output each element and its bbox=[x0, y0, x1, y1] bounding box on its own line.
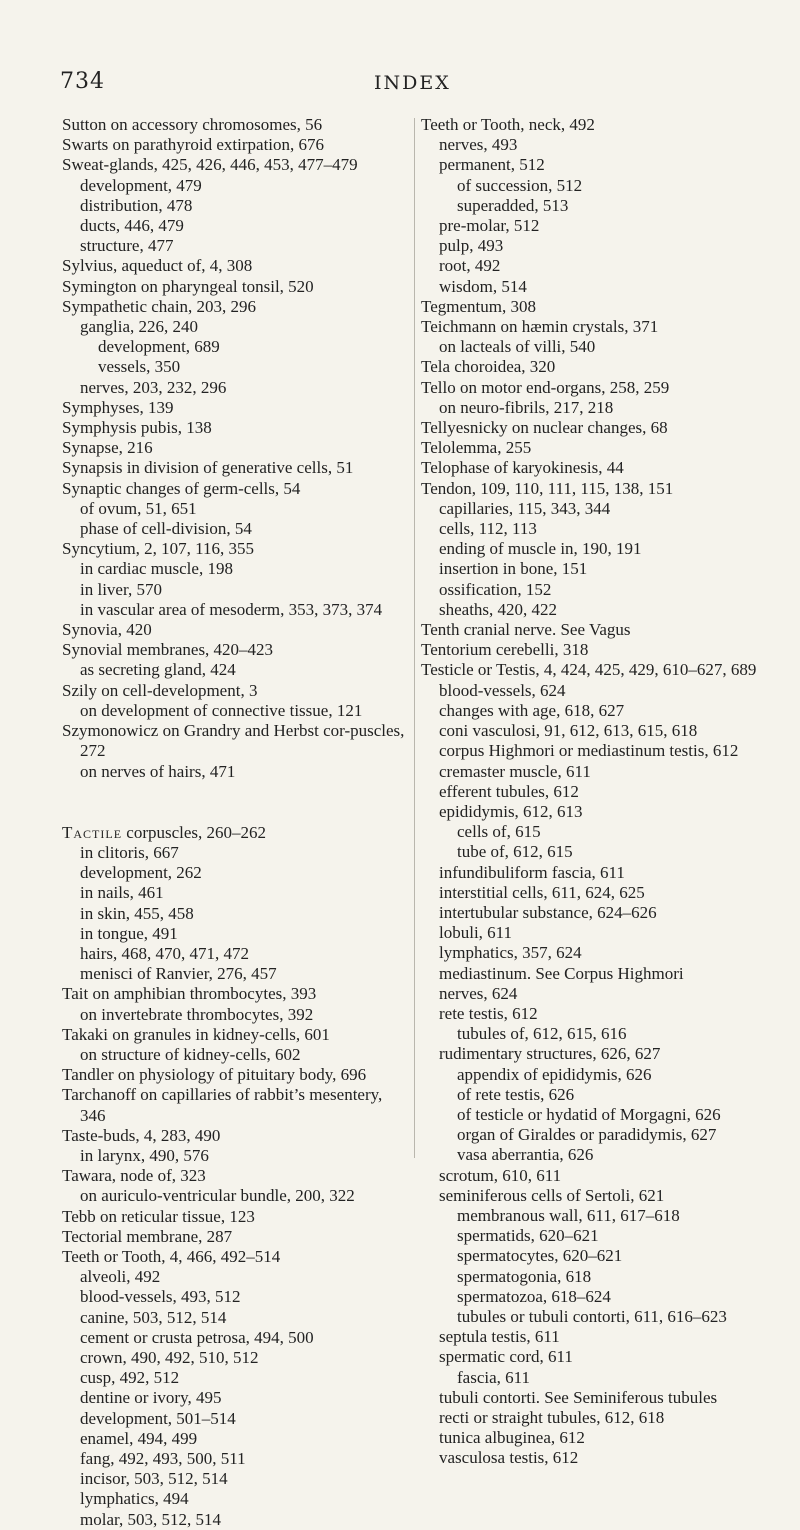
index-entry: Tentorium cerebelli, 318 bbox=[421, 640, 589, 660]
index-subentry: dentine or ivory, 495 bbox=[80, 1388, 222, 1408]
index-subentry: fascia, 611 bbox=[457, 1367, 531, 1387]
index-subentry: enamel, 494, 499 bbox=[80, 1428, 198, 1448]
index-subentry: insertion in bone, 151 bbox=[439, 559, 588, 579]
index-subentry: intertubular substance, 624–626 bbox=[439, 902, 657, 922]
index-subentry: recti or straight tubules, 612, 618 bbox=[439, 1408, 665, 1427]
index-subentry: sheaths, 420, 422 bbox=[439, 599, 558, 619]
index-subentry: epididymis, 612, 613 bbox=[439, 801, 583, 821]
index-subentry: spermatic cord, 611 bbox=[439, 1347, 573, 1367]
index-subentry: development, 689 bbox=[98, 337, 220, 357]
index-entry: Tello on motor end-organs, 258, 259 bbox=[421, 377, 670, 397]
index-subentry: lymphatics, 357, 624 bbox=[439, 943, 582, 963]
index-entry: Szymonowicz on Grandry and Herbst cor-puscles, 272 bbox=[62, 721, 405, 761]
page-title: INDEX bbox=[374, 72, 451, 94]
index-subentry: ducts, 446, 479 bbox=[80, 216, 184, 236]
index-entry: Sylvius, aqueduct of, 4, 308 bbox=[62, 256, 253, 276]
index-subentry: in liver, 570 bbox=[80, 579, 162, 599]
index-column-left bbox=[62, 115, 412, 1530]
index-subentry: phase of cell-division, 54 bbox=[80, 519, 252, 539]
index-subentry: membranous wall, 611, 617–618 bbox=[457, 1205, 680, 1225]
index-subentry: cusp, 492, 512 bbox=[80, 1368, 180, 1388]
index-subentry: organ of Giraldes or paradidymis, 627 bbox=[457, 1125, 717, 1145]
index-subentry: on development of connective tissue, 121 bbox=[80, 700, 363, 720]
index-subentry: of rete testis, 626 bbox=[457, 1084, 575, 1104]
index-subentry: scrotum, 610, 611 bbox=[439, 1165, 562, 1185]
index-column-right bbox=[421, 115, 781, 1469]
index-entry: Tait on amphibian thrombocytes, 393 bbox=[62, 984, 317, 1004]
index-subentry: in larynx, 490, 576 bbox=[80, 1145, 209, 1165]
index-subentry: on lacteals of villi, 540 bbox=[439, 337, 596, 357]
index-subentry: changes with age, 618, 627 bbox=[439, 700, 625, 720]
index-entry: Synapse, 216 bbox=[62, 438, 153, 458]
index-subentry: on structure of kidney-cells, 602 bbox=[80, 1044, 301, 1064]
index-entry: Synovial membranes, 420–423 bbox=[62, 640, 274, 660]
index-subentry: mediastinum. See Corpus Highmori bbox=[439, 963, 684, 983]
index-subentry: infundibuliform fascia, 611 bbox=[439, 862, 625, 882]
index-subentry: development, 501–514 bbox=[80, 1408, 236, 1428]
index-subentry: wisdom, 514 bbox=[439, 276, 527, 296]
index-subentry: on auriculo-ventricular bundle, 200, 322 bbox=[80, 1186, 355, 1206]
index-entry: Swarts on parathyroid extirpation, 676 bbox=[62, 135, 325, 155]
index-entry: Sympathetic chain, 203, 296 bbox=[62, 296, 257, 316]
index-subentry: ending of muscle in, 190, 191 bbox=[439, 539, 642, 559]
index-entry: Tawara, node of, 323 bbox=[62, 1166, 206, 1186]
index-entry: Tectorial membrane, 287 bbox=[62, 1226, 233, 1246]
index-subentry: interstitial cells, 611, 624, 625 bbox=[439, 882, 645, 902]
index-entry: Tendon, 109, 110, 111, 115, 138, 151 bbox=[421, 478, 674, 498]
index-subentry: spermatogonia, 618 bbox=[457, 1266, 592, 1286]
index-subentry: root, 492 bbox=[439, 256, 501, 276]
index-entry: Synaptic changes of germ-cells, 54 bbox=[62, 478, 301, 498]
index-subentry: capillaries, 115, 343, 344 bbox=[439, 498, 611, 518]
index-subentry: efferent tubules, 612 bbox=[439, 781, 579, 801]
index-subentry: pulp, 493 bbox=[439, 236, 504, 256]
index-subentry: of ovum, 51, 651 bbox=[80, 498, 197, 518]
index-subentry: as secreting gland, 424 bbox=[80, 660, 236, 680]
index-subentry: tube of, 612, 615 bbox=[457, 842, 573, 862]
index-subentry: ganglia, 226, 240 bbox=[80, 317, 199, 337]
index-subentry: in clitoris, 667 bbox=[80, 842, 179, 862]
index-subentry: nerves, 203, 232, 296 bbox=[80, 377, 227, 397]
index-entry: Teichmann on hæmin crystals, 371 bbox=[421, 317, 659, 337]
index-subentry: appendix of epididymis, 626 bbox=[457, 1064, 652, 1084]
index-subentry: spermatids, 620–621 bbox=[457, 1226, 599, 1246]
index-entry: Symington on pharyngeal tonsil, 520 bbox=[62, 276, 314, 296]
index-subentry: on invertebrate thrombocytes, 392 bbox=[80, 1004, 314, 1024]
index-subentry: spermatozoa, 618–624 bbox=[457, 1286, 611, 1306]
index-subentry: corpus Highmori or mediastinum testis, 612 bbox=[439, 741, 739, 761]
index-entry: Synovia, 420 bbox=[62, 620, 152, 640]
index-subentry: tunica albuginea, 612 bbox=[439, 1428, 585, 1448]
index-subentry: in tongue, 491 bbox=[80, 923, 178, 943]
index-subentry: lymphatics, 494 bbox=[80, 1489, 189, 1509]
index-entry-text: corpuscles, 260–262 bbox=[122, 822, 267, 842]
index-entry: Sweat-glands, 425, 426, 446, 453, 477–479 bbox=[62, 155, 358, 175]
index-entry: Teeth or Tooth, 4, 466, 492–514 bbox=[62, 1246, 281, 1266]
index-entry: Takaki on granules in kidney-cells, 601 bbox=[62, 1024, 330, 1044]
index-subentry: tubules or tubuli contorti, 611, 616–623 bbox=[457, 1306, 727, 1326]
index-subentry: of testicle or hydatid of Morgagni, 626 bbox=[457, 1104, 721, 1124]
index-subentry: in nails, 461 bbox=[80, 883, 164, 903]
index-subentry: coni vasculosi, 91, 612, 613, 615, 618 bbox=[439, 721, 698, 741]
index-subentry: alveoli, 492 bbox=[80, 1267, 161, 1287]
index-entry: Symphysis pubis, 138 bbox=[62, 418, 212, 438]
index-subentry: cells of, 615 bbox=[457, 822, 541, 842]
index-entry: Tellyesnicky on nuclear changes, 68 bbox=[421, 418, 668, 438]
index-subentry: on nerves of hairs, 471 bbox=[80, 761, 236, 781]
index-subentry: hairs, 468, 470, 471, 472 bbox=[80, 943, 250, 963]
index-entry bbox=[62, 823, 412, 843]
index-subentry: incisor, 503, 512, 514 bbox=[80, 1469, 228, 1489]
index-subentry: blood-vessels, 624 bbox=[439, 680, 566, 700]
index-entry: Teeth or Tooth, neck, 492 bbox=[421, 115, 595, 134]
index-subentry: crown, 490, 492, 510, 512 bbox=[80, 1347, 259, 1367]
index-entry: Tenth cranial nerve. See Vagus bbox=[421, 620, 631, 640]
column-divider bbox=[414, 118, 415, 1158]
index-subentry: cremaster muscle, 611 bbox=[439, 761, 591, 781]
index-subentry: of succession, 512 bbox=[457, 175, 583, 195]
index-subentry: rete testis, 612 bbox=[439, 1003, 538, 1023]
index-entry: Symphyses, 139 bbox=[62, 397, 174, 417]
index-subentry: spermatocytes, 620–621 bbox=[457, 1246, 623, 1266]
index-subentry: development, 479 bbox=[80, 175, 202, 195]
index-subentry: in cardiac muscle, 198 bbox=[80, 559, 233, 579]
index-entry: Tandler on physiology of pituitary body, 696 bbox=[62, 1065, 367, 1085]
index-subentry: septula testis, 611 bbox=[439, 1327, 560, 1347]
index-subentry: pre-molar, 512 bbox=[439, 216, 540, 236]
index-entry: Tegmentum, 308 bbox=[421, 296, 536, 316]
section-initial-term: Tactile bbox=[62, 822, 123, 842]
index-entry: Tela choroidea, 320 bbox=[421, 357, 556, 377]
index-subentry: superadded, 513 bbox=[457, 195, 569, 215]
index-subentry: structure, 477 bbox=[80, 236, 174, 256]
index-subentry: in skin, 455, 458 bbox=[80, 903, 194, 923]
index-subentry: vasculosa testis, 612 bbox=[439, 1448, 579, 1468]
index-subentry: menisci of Ranvier, 276, 457 bbox=[80, 964, 277, 984]
index-entry: Szily on cell-development, 3 bbox=[62, 680, 258, 700]
index-subentry: cells, 112, 113 bbox=[439, 519, 537, 539]
index-subentry: molar, 503, 512, 514 bbox=[80, 1509, 221, 1529]
index-entry: Taste-buds, 4, 283, 490 bbox=[62, 1125, 221, 1145]
index-entry: Testicle or Testis, 4, 424, 425, 429, 610–627, 689 bbox=[421, 660, 757, 680]
index-entry: Tarchanoff on capillaries of rabbit’s mesentery, 346 bbox=[62, 1085, 383, 1125]
index-subentry: rudimentary structures, 626, 627 bbox=[439, 1044, 661, 1064]
index-entry: Syncytium, 2, 107, 116, 355 bbox=[62, 539, 255, 559]
index-subentry: canine, 503, 512, 514 bbox=[80, 1307, 227, 1327]
index-subentry: vasa aberrantia, 626 bbox=[457, 1145, 594, 1165]
index-subentry: lobuli, 611 bbox=[439, 923, 513, 943]
page-number: 734 bbox=[60, 69, 105, 94]
index-subentry: development, 262 bbox=[80, 863, 202, 883]
index-subentry: permanent, 512 bbox=[439, 155, 545, 175]
index-subentry: in vascular area of mesoderm, 353, 373, 374 bbox=[80, 599, 383, 619]
index-subentry: nerves, 624 bbox=[439, 983, 518, 1003]
index-subentry: seminiferous cells of Sertoli, 621 bbox=[439, 1185, 665, 1205]
index-subentry: fang, 492, 493, 500, 511 bbox=[80, 1449, 246, 1468]
index-entry: Sutton on accessory chromosomes, 56 bbox=[62, 115, 323, 134]
index-subentry: tubules of, 612, 615, 616 bbox=[457, 1024, 627, 1044]
index-subentry: ossification, 152 bbox=[439, 579, 552, 599]
index-subentry: vessels, 350 bbox=[98, 357, 181, 377]
index-subentry: distribution, 478 bbox=[80, 195, 193, 215]
index-entry: Telolemma, 255 bbox=[421, 438, 532, 458]
index-subentry: cement or crusta petrosa, 494, 500 bbox=[80, 1327, 314, 1347]
section-gap bbox=[62, 782, 412, 823]
index-subentry: nerves, 493 bbox=[439, 135, 518, 155]
index-subentry: blood-vessels, 493, 512 bbox=[80, 1287, 241, 1307]
index-entry: Telophase of karyokinesis, 44 bbox=[421, 458, 624, 478]
index-subentry: tubuli contorti. See Seminiferous tubules bbox=[439, 1387, 718, 1407]
index-entry: Synapsis in division of generative cells, 51 bbox=[62, 458, 354, 478]
index-subentry: on neuro-fibrils, 217, 218 bbox=[439, 397, 614, 417]
index-entry: Tebb on reticular tissue, 123 bbox=[62, 1206, 255, 1226]
